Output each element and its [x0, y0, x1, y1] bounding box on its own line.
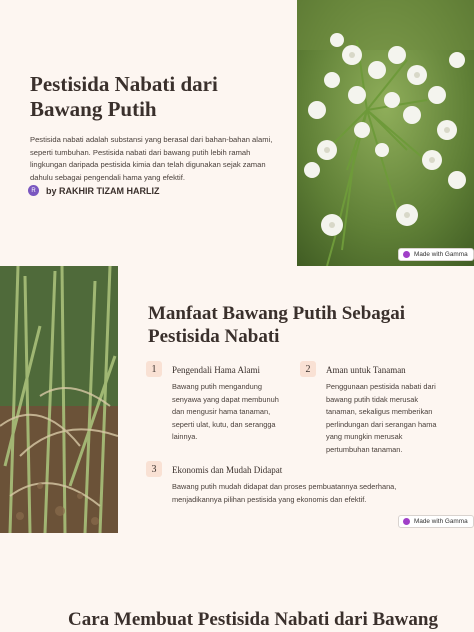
gamma-logo-icon	[403, 251, 410, 258]
benefit-text: Bawang putih mengandung senyawa yang dapat membunuh dan mengusir hama tanaman, seperti ulat, kutu, dan serangga lainnya.	[172, 382, 279, 441]
benefit-number: 1	[146, 361, 162, 377]
author-byline	[28, 185, 160, 196]
slide3-title: Cara Membuat Pestisida Nabati dari Bawang	[68, 609, 438, 630]
author-avatar: R	[28, 185, 39, 196]
benefit-number: 3	[146, 461, 162, 477]
slide1-description: Pestisida nabati adalah substansi yang berasal dari bahan-bahan alami, seperti tumbuhan. Pestisida nabati dari bawang putih lebih ramah lingkungan daripada pestisida kimia dan telah digunakan sejak zaman dahulu sebagai pengendali hama yang efektif.	[30, 135, 273, 182]
author-name: by RAKHIR TIZAM HARLIZ	[46, 185, 160, 196]
benefit-title: Aman untuk Tanaman	[326, 365, 406, 375]
gamma-logo-icon	[403, 518, 410, 525]
gamma-badge-label: Made with Gamma	[414, 518, 468, 525]
slide-intro	[0, 0, 474, 266]
benefit-title: Ekonomis dan Mudah Didapat	[172, 465, 283, 475]
slide2-title: Manfaat Bawang Putih Sebagai Pestisida Nabati	[148, 303, 406, 347]
benefit-text: Bawang putih mudah didapat dan proses pembuatannya sederhana, menjadikannya pilihan pestisida yang ekonomis dan efektif.	[172, 482, 397, 504]
garlic-flower-photo	[297, 0, 474, 266]
slide1-title: Pestisida Nabati dari Bawang Putih	[30, 72, 218, 121]
gamma-badge-label: Made with Gamma	[414, 251, 468, 258]
benefit-title: Pengendali Hama Alami	[172, 365, 260, 375]
made-with-gamma-badge[interactable]	[398, 248, 474, 261]
benefit-text: Penggunaan pestisida nabati dari bawang putih tidak merusak tanaman, sekaligus memberikan perlindungan dari serangan hama yang mungkin merusak pertumbuhan tanaman.	[326, 382, 437, 454]
garlic-plants-photo	[0, 266, 118, 533]
benefit-number: 2	[300, 361, 316, 377]
made-with-gamma-badge[interactable]	[398, 515, 474, 528]
